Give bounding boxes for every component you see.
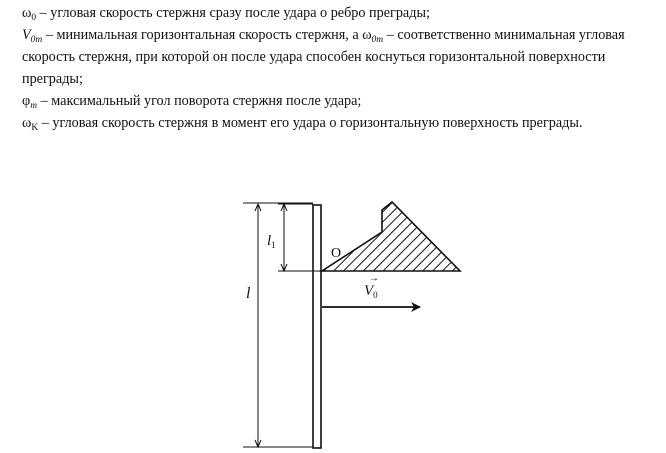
- label-O: O: [331, 246, 342, 261]
- symbol-omega0: ω: [22, 5, 32, 21]
- definition-omega0: $\omega_0$ – угловая скорость стержня сразу после удара о ребро преграды;: [22, 5, 430, 23]
- definition-v0m: $V_{0m}$ – минимальная горизонтальная скорость стержня, а $\omega_{0m}$ – соответственно минимальная угловая скорость стержня, при которой он после удара способен коснуться горизонтальной поверхности преграды;: [22, 27, 625, 87]
- label-l: l: [246, 285, 251, 302]
- definition-omegaK: $\omega_K$ – угловая скорость стержня в момент его удара о горизонтальную поверхность преграды.: [22, 115, 583, 133]
- dimension-l: [243, 203, 313, 447]
- label-V-arrow: →: [369, 273, 379, 284]
- symbol-phim: φ: [22, 93, 31, 109]
- definition-phim: $\varphi_m$ – максимальный угол поворота стержня после удара;: [22, 93, 362, 111]
- symbol-omegaK: ω: [22, 115, 32, 131]
- label-l1: $l_1$: [267, 233, 276, 250]
- label-V0: $V_0$: [364, 283, 378, 300]
- symbol-v0m: V: [22, 27, 31, 43]
- rod: [313, 205, 321, 448]
- obstacle-wedge: [322, 202, 460, 271]
- symbol-omega0m: ω: [362, 27, 372, 43]
